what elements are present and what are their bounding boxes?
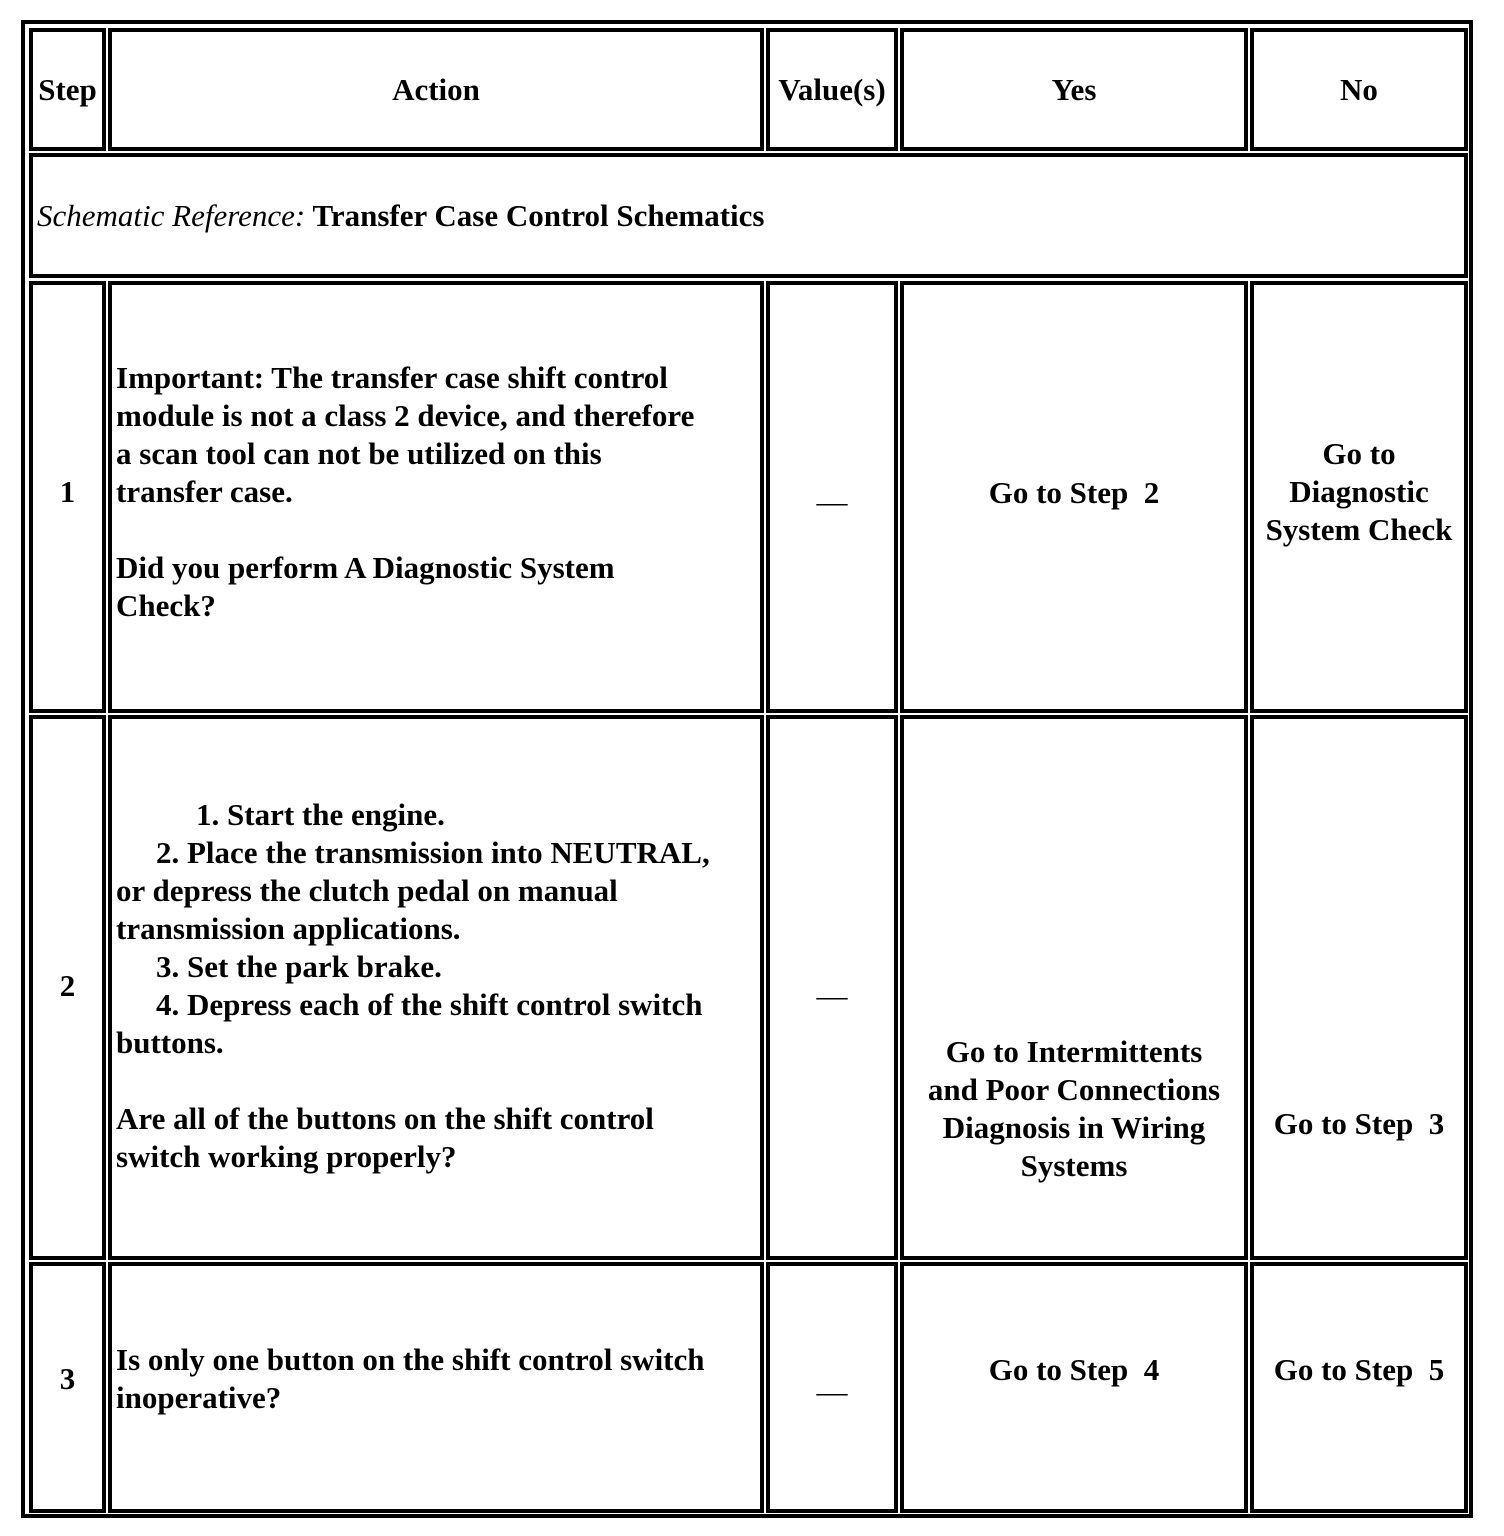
step-3-value <box>766 1262 898 1513</box>
step-2-value <box>766 715 898 1260</box>
step-2-number <box>29 715 106 1260</box>
step-item-number: 2. <box>156 835 180 870</box>
question-line: inoperative? <box>116 1379 282 1415</box>
header-no-label: No <box>1340 71 1378 107</box>
step-1-number <box>29 281 106 713</box>
header-yes-label: Yes <box>1051 71 1097 107</box>
header-action-label: Action <box>392 71 480 107</box>
step-2-yes <box>900 715 1248 1260</box>
no-link[interactable]: Go to Step 5 <box>1273 1351 1445 1387</box>
step-number: 3 <box>59 1360 76 1396</box>
step-item-text: Start the engine. <box>227 797 445 832</box>
no-link[interactable]: Go to Step 3 <box>1273 1106 1445 1141</box>
step-item-number: 3. <box>156 949 180 984</box>
header-no <box>1250 28 1468 151</box>
yes-line: Systems <box>1020 1148 1128 1183</box>
step-item-continued: buttons. <box>116 1025 224 1060</box>
yes-line: and Poor Connections <box>927 1072 1221 1107</box>
header-values-label: Value(s) <box>778 71 886 107</box>
numbered-step <box>116 796 710 834</box>
step-item-continued: or depress the clutch pedal on manual <box>116 873 618 908</box>
step-1-no <box>1250 281 1468 713</box>
action-line: module is not a class 2 device, and therefore <box>116 398 695 433</box>
step-3-action <box>108 1262 764 1513</box>
yes-link[interactable]: Go to Step 4 <box>988 1351 1160 1387</box>
step-1-action <box>108 281 764 713</box>
value-dash: — <box>816 484 848 519</box>
no-line: Go to <box>1322 436 1396 471</box>
no-line: System Check <box>1265 512 1453 547</box>
step-3-number <box>29 1262 106 1513</box>
yes-line: Diagnosis in Wiring <box>942 1110 1206 1145</box>
yes-link[interactable] <box>924 1033 1224 1185</box>
step-item-continued: transmission applications. <box>116 911 461 946</box>
numbered-step <box>116 986 710 1024</box>
step-number: 1 <box>59 474 76 509</box>
value-dash: — <box>816 1373 848 1409</box>
schematic-reference-link[interactable]: Transfer Case Control Schematics <box>312 197 765 233</box>
question-line: switch working properly? <box>116 1139 457 1174</box>
yes-link[interactable]: Go to Step 2 <box>988 475 1160 510</box>
step-3-yes <box>900 1262 1248 1513</box>
step-3-no <box>1250 1262 1468 1513</box>
question-line: Is only one button on the shift control switch <box>116 1341 705 1377</box>
step-1-value <box>766 281 898 713</box>
header-values <box>766 28 898 151</box>
schematic-reference-row <box>29 153 1468 278</box>
step-item-text: Set the park brake. <box>187 949 442 984</box>
step-item-text: Depress each of the shift control switch <box>187 987 703 1022</box>
question-line: Are all of the buttons on the shift control <box>116 1101 654 1136</box>
action-line: transfer case. <box>116 474 293 509</box>
yes-line: Go to Intermittents <box>945 1034 1203 1069</box>
no-link[interactable] <box>1262 435 1457 549</box>
header-step-label: Step <box>38 71 97 107</box>
step-item-number: 4. <box>156 987 180 1022</box>
numbered-step <box>116 834 710 872</box>
schematic-reference-label: Schematic Reference: <box>37 197 306 233</box>
question-line: Check? <box>116 588 216 623</box>
step-item-number: 1. <box>196 797 220 832</box>
action-line: a scan tool can not be utilized on this <box>116 436 602 471</box>
step-2-no <box>1250 715 1468 1260</box>
value-dash: — <box>816 978 848 1013</box>
step-item-text: Place the transmission into NEUTRAL, <box>187 835 710 870</box>
action-line: Important: The transfer case shift control <box>116 360 668 395</box>
step-1-yes <box>900 281 1248 713</box>
header-step <box>29 28 106 151</box>
step-number: 2 <box>59 968 76 1003</box>
no-line: Diagnostic <box>1289 474 1429 509</box>
numbered-step <box>116 948 710 986</box>
header-action <box>108 28 764 151</box>
question-line: Did you perform A Diagnostic System <box>116 550 615 585</box>
step-2-action <box>108 715 764 1260</box>
header-yes <box>900 28 1248 151</box>
